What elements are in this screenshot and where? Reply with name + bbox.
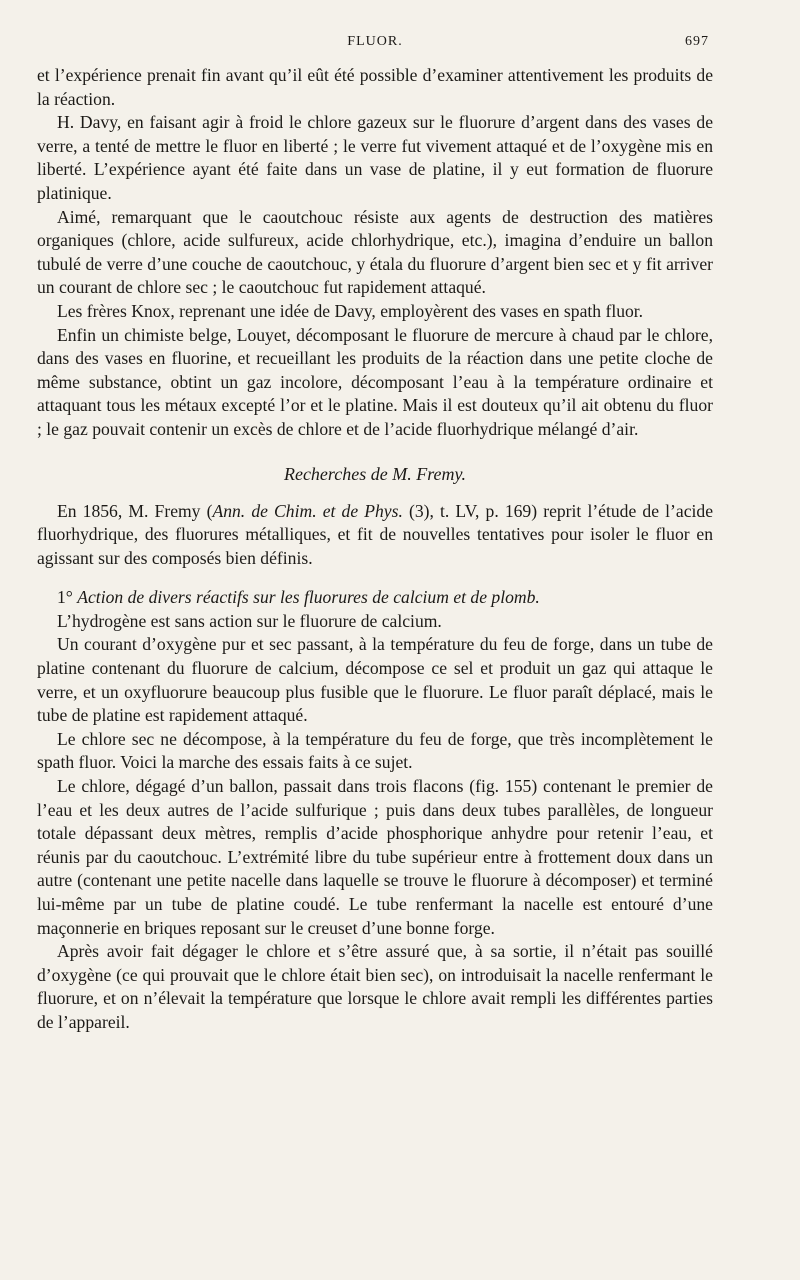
paragraph-aime: Aimé, remarquant que le caoutchouc résiste aux agents de destruction des matières organiques (chlore, acide sulfureux, acide chlorhydrique, etc.), imagina d’enduire un ballon tubulé de verre d’une couche de caoutchouc, y étala du fluorure d’argent bien sec et y fit arriver un courant de chlore sec ; le caoutchouc fut rapidement attaqué. (37, 206, 713, 298)
subsection-title: Action de divers réactifs sur les fluorures de calcium et de plomb. (77, 587, 540, 608)
running-title: FLUOR. (347, 34, 403, 49)
paragraph-fremy (37, 500, 713, 571)
paragraph-oxygene: Un courant d’oxygène pur et sec passant, à la température du feu de forge, dans un tube de platine contenant du fluorure de calcium, décompose ce sel et produit un gaz qui attaque le verre, et un oxyfluorure beaucoup plus fusible que le fluorure. Le fluor paraît déplacé, mais le tube de platine est rapidement attaqué. (37, 634, 713, 726)
running-head (37, 34, 713, 56)
paragraph-chlore-sec: Le chlore sec ne décompose, à la température du feu de forge, que très incomplètement le spath fluor. Voici la marche des essais faits à ce sujet. (37, 728, 713, 773)
paragraph-procedure: Après avoir fait dégager le chlore et s’être assuré que, à sa sortie, il n’était pas souillé d’oxygène (ce qui prouvait que le chlore était bien sec), on introduisait la nacelle renfermant le fluorure, et on n’élevait la température que lorsque le chlore avait rempli les différentes parties de l’appareil. (37, 941, 713, 1032)
subsection-number: 1° (57, 587, 73, 608)
subsection-heading (37, 586, 713, 610)
paragraph-knox: Les frères Knox, reprenant une idée de Davy, employèrent des vases en spath fluor. (57, 300, 644, 321)
section-title: Recherches de M. Fremy. (283, 463, 467, 484)
paragraph-louyet: Enfin un chimiste belge, Louyet, décomposant le fluorure de mercure à chaud par le chlore, dans des vases en fluorine, et recueillant les produits de la réaction dans une petite cloche de même substance, obtint un gaz incolore, décomposant l’eau à la température ordinaire et attaquant tous les métaux excepté l’or et le platine. Mais il est douteux qu’il ait obtenu du fluor ; le gaz pouvait contenir un excès de chlore et de l’acide fluorhydrique mélangé d’air. (37, 324, 713, 439)
paragraph-appareil: Le chlore, dégagé d’un ballon, passait dans trois flacons (fig. 155) contenant le premier de l’eau et les deux autres de l’acide sulfurique ; puis dans deux tubes parallèles, de longueur totale dépassant deux mètres, remplis d’acide phosphorique anhydre pour retenir l’eau, et réunis par du caoutchouc. L’extrémité libre du tube supérieur entre à frottement doux dans un autre (contenant une petite nacelle dans laquelle se trouve le fluorure à décomposer) et terminé lui-même par un tube de platine coudé. Le tube renfermant la nacelle est entouré d’une maçonnerie en briques reposant sur le creuset d’une bonne forge. (37, 776, 713, 938)
book-page (37, 34, 713, 1035)
journal-title: Ann. de Chim. et de Phys. (212, 500, 403, 521)
body-text (37, 64, 713, 1035)
fremy-rest: (3), t. LV, p. 169) reprit l’étude de l’acide fluorhydrique, des fluorures métalliques, et fit de nouvelles tentatives pour isoler le fluor en agissant sur des composés bien définis. (37, 500, 713, 568)
paragraph-davy: H. Davy, en faisant agir à froid le chlore gazeux sur le fluorure d’argent dans des vases de verre, a tenté de mettre le fluor en liberté ; le verre fut vivement attaqué et de l’oxygène mis en liberté. L’expérience ayant été faite dans un vase de platine, il y eut formation de fluorure platinique. (37, 112, 713, 203)
paragraph-hydrogene: L’hydrogène est sans action sur le fluorure de calcium. (57, 610, 442, 631)
fremy-intro: En 1856, M. Fremy ( (57, 500, 213, 521)
page-number: 697 (685, 34, 709, 49)
paragraph-continued: et l’expérience prenait fin avant qu’il eût été possible d’examiner attentivement les produits de la réaction. (37, 65, 713, 109)
